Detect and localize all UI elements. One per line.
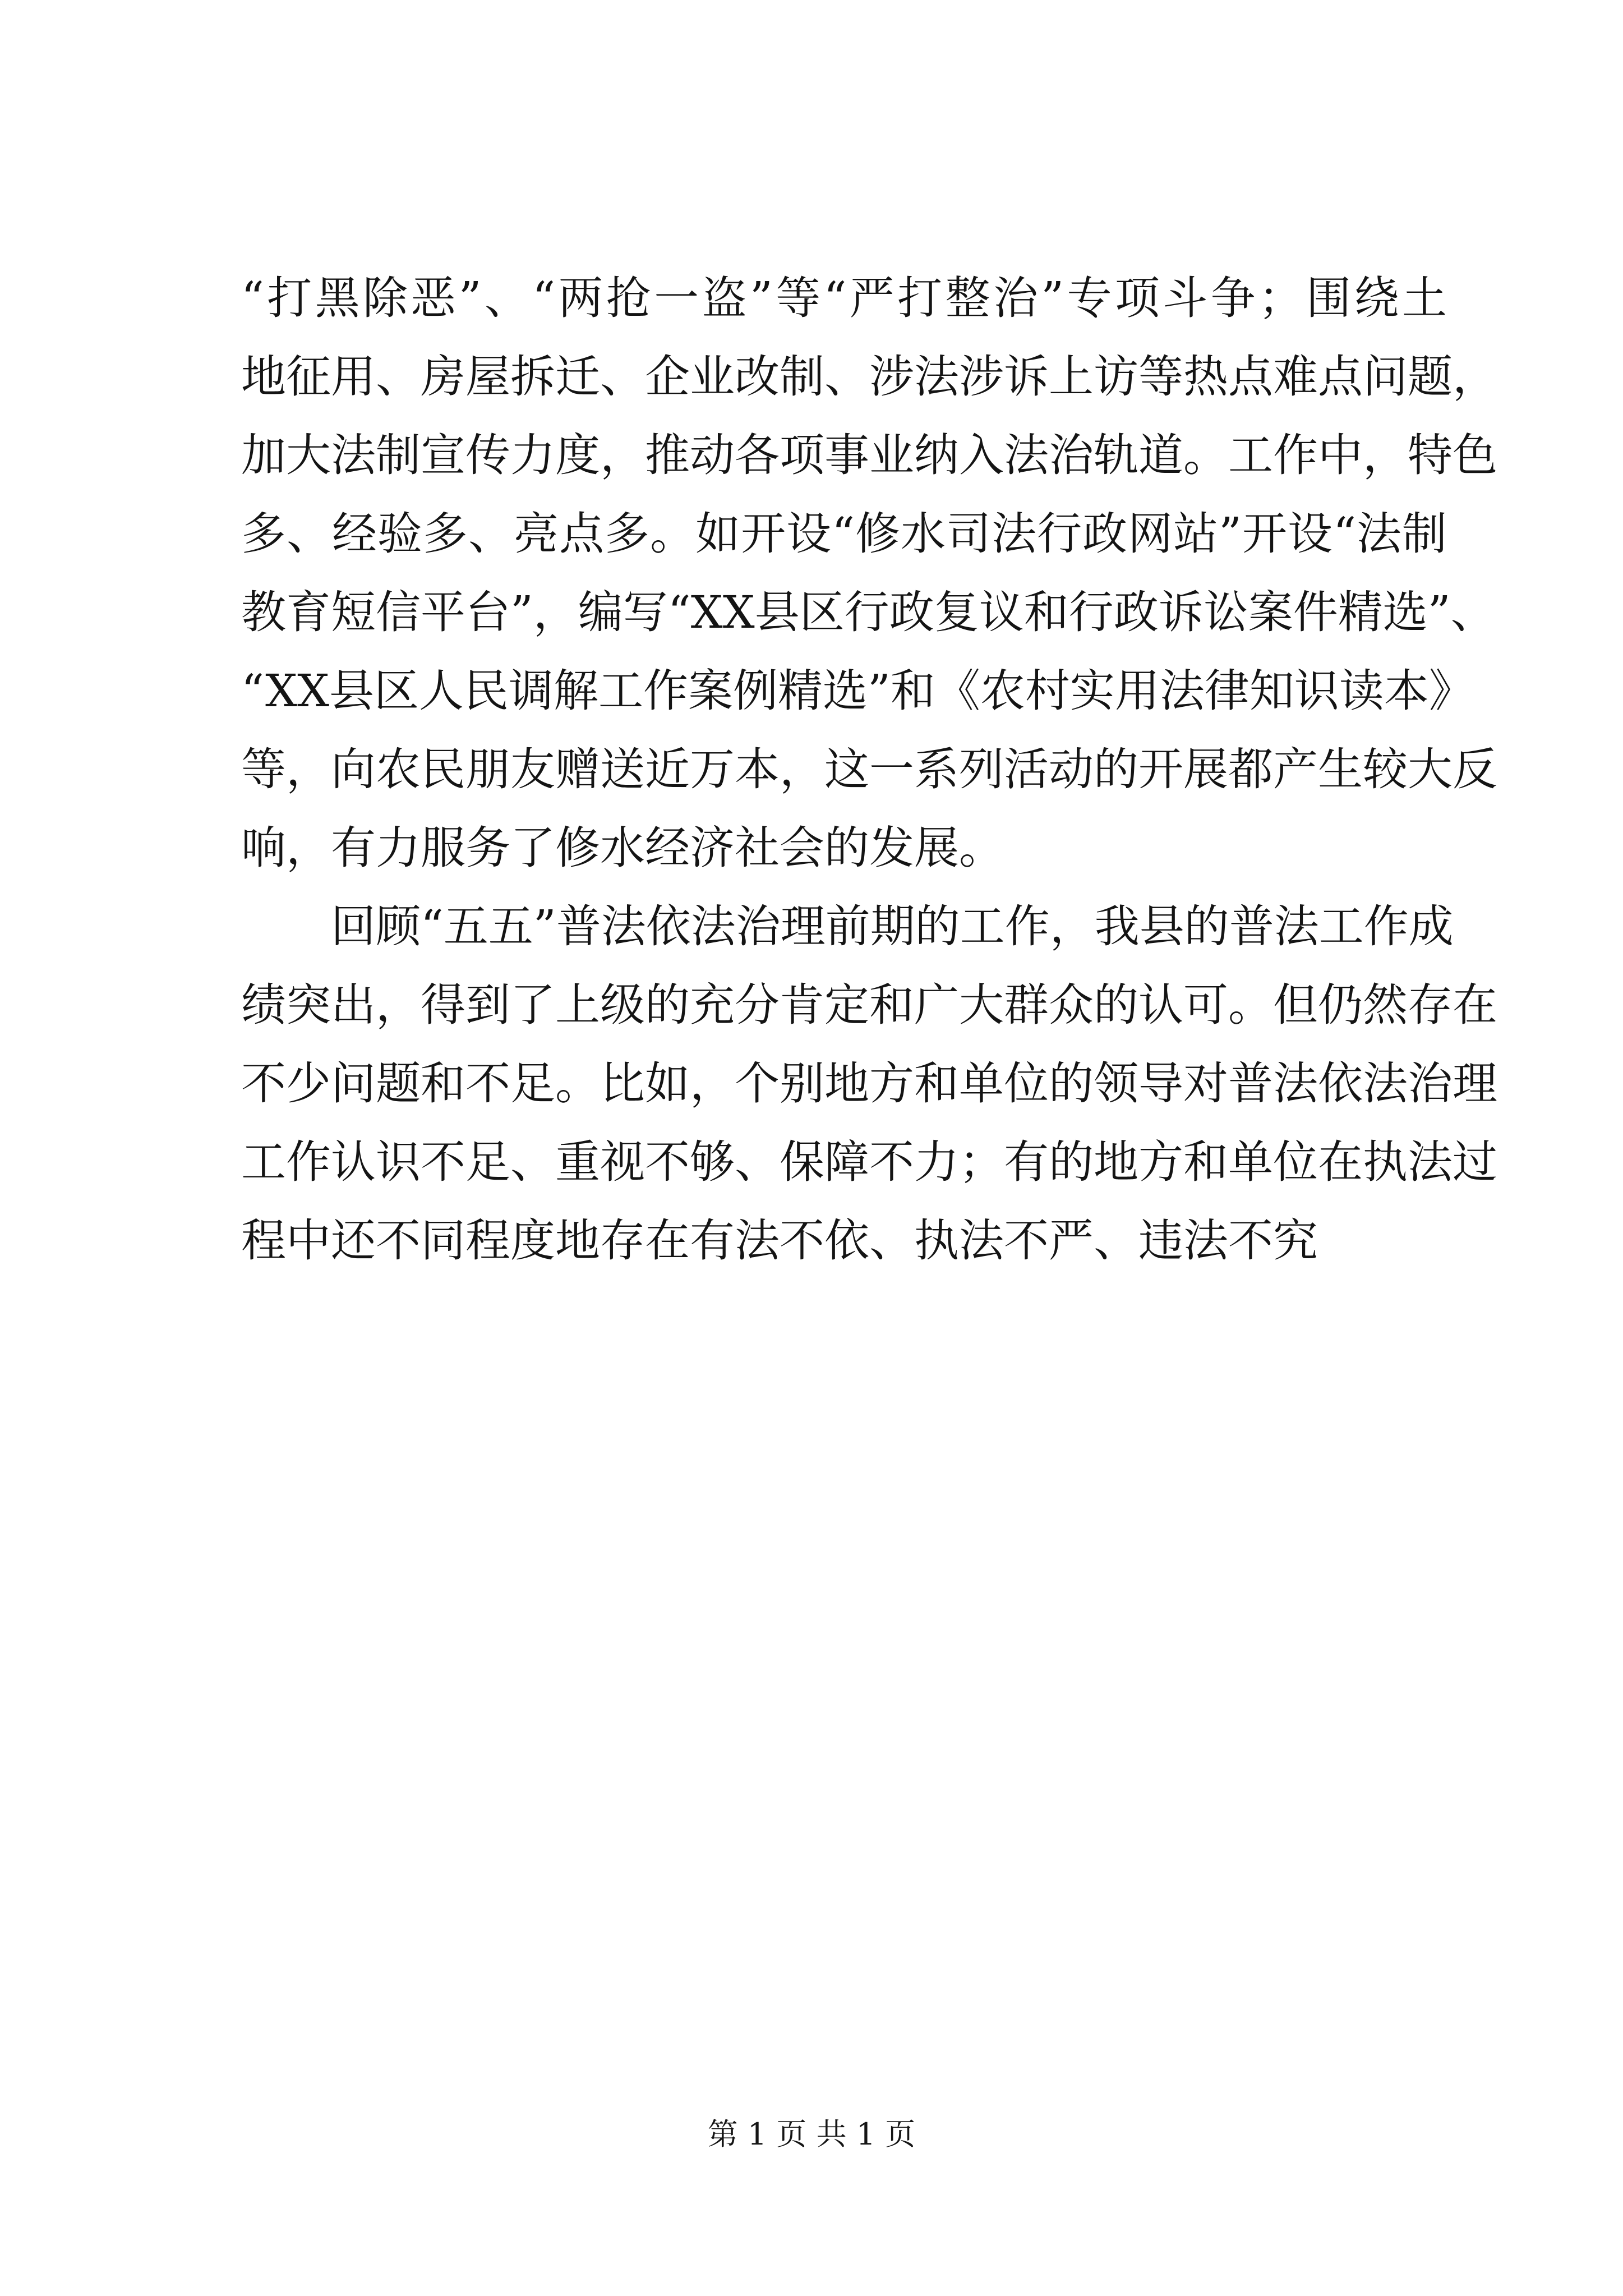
text-line: 响，有力服务了修水经济社会的发展。 [241, 822, 1004, 874]
text-line: 加大法制宣传力度，推动各项事业纳入法治轨道。工作中，特色 [241, 429, 1497, 481]
text-line: 工作认识不足、重视不够、保障不力；有的地方和单位在执法过 [241, 1136, 1497, 1188]
text-line: “打黑除恶”、“两抢一盗”等“严打整治”专项斗争；围绕土 [241, 272, 1447, 324]
body-text [241, 259, 1497, 1280]
text-line: 程中还不同程度地存在有法不依、执法不严、违法不究 [241, 1214, 1318, 1267]
text-line: “XX县区人民调解工作案例精选”和《农村实用法律知识读本》 [241, 665, 1474, 717]
paragraph-2 [241, 887, 1497, 1280]
text-line: 教育短信平台”，编写“XX县区行政复议和行政诉讼案件精选”、 [241, 586, 1496, 638]
text-line: 不少问题和不足。比如，个别地方和单位的领导对普法依法治理 [241, 1057, 1497, 1110]
page-number-label: 第 1 页 共 1 页 [707, 2116, 916, 2152]
text-line: 绩突出，得到了上级的充分肯定和广大群众的认可。但仍然存在 [241, 979, 1497, 1031]
paragraph-1 [241, 259, 1497, 887]
text-line: 等，向农民朋友赠送近万本，这一系列活动的开展都产生较大反 [241, 743, 1497, 795]
text-line: 回顾“五五”普法依法治理前期的工作，我县的普法工作成 [331, 900, 1454, 953]
text-line: 多、经验多、亮点多。如开设“修水司法行政网站”开设“法制 [241, 508, 1447, 560]
text-line: 地征用、房屋拆迁、企业改制、涉法涉诉上访等热点难点问题， [241, 351, 1497, 403]
page-footer [0, 2115, 1623, 2154]
